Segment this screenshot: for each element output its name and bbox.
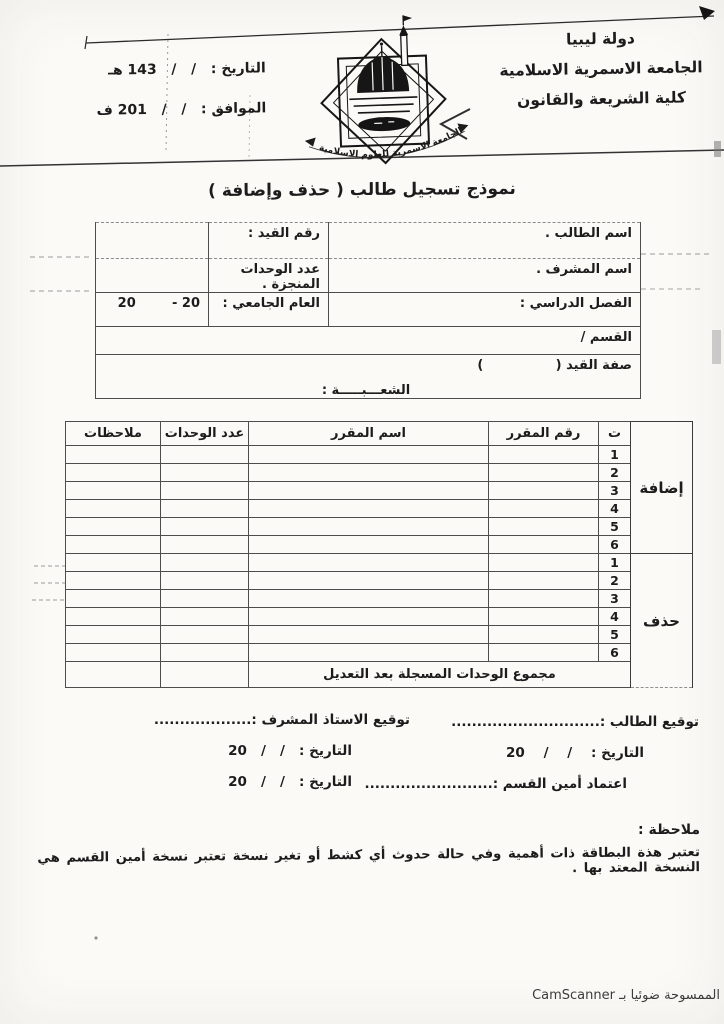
- drop-row-serial: 4: [599, 608, 631, 626]
- units-cell[interactable]: [161, 518, 249, 536]
- col-header-course-name: اسم المقرر: [249, 422, 489, 446]
- notes-cell[interactable]: [66, 446, 161, 464]
- course-number-cell[interactable]: [489, 446, 599, 464]
- camscanner-watermark: الممسوحة ضوئيا بـ CamScanner: [532, 988, 720, 1003]
- add-row-serial: 2: [599, 464, 631, 482]
- units-cell[interactable]: [161, 644, 249, 662]
- units-cell[interactable]: [161, 608, 249, 626]
- note-text: تعتبر هذة البطاقة ذات أهمية وفي حالة حدوث أي كشط أو تغير نسخة تعتبر نسخة أمين القسم هي النسخة المعتد بها .: [37, 845, 701, 877]
- course-number-cell[interactable]: [489, 626, 599, 644]
- completed-units-label: عدد الوحدات المنجزة .: [209, 259, 329, 293]
- course-number-cell[interactable]: [489, 500, 599, 518]
- course-name-cell[interactable]: [249, 608, 489, 626]
- notes-cell[interactable]: [66, 608, 161, 626]
- total-units-label: مجموع الوحدات المسجلة بعد التعديل: [249, 662, 631, 688]
- notes-cell[interactable]: [66, 572, 161, 590]
- registration-number-label: رقم القيد :: [209, 223, 329, 259]
- drop-row-serial: 3: [599, 590, 631, 608]
- total-notes-cell[interactable]: [66, 662, 161, 688]
- course-number-cell[interactable]: [489, 572, 599, 590]
- units-cell[interactable]: [161, 590, 249, 608]
- academic-year-label: العام الجامعي :: [209, 293, 329, 327]
- university-logo: [290, 3, 481, 171]
- course-number-cell[interactable]: [489, 554, 599, 572]
- supervisor-name-label: اسم المشرف .: [329, 259, 641, 293]
- notes-cell[interactable]: [66, 464, 161, 482]
- enrollment-type-label: صفة القيد ( ): [477, 358, 632, 373]
- student-signature-line[interactable]: توقيع الطالب :.............................: [451, 714, 699, 730]
- units-cell[interactable]: [161, 446, 249, 464]
- notes-cell[interactable]: [66, 590, 161, 608]
- header-dates: [29, 48, 266, 131]
- logo-caption: الجامعة الاسمرية للعلوم الاسلامية: [317, 126, 465, 161]
- supervisor-signature-block: [120, 712, 410, 805]
- supervisor-date-line[interactable]: التاريخ : / / 20: [228, 743, 352, 759]
- drop-row-serial: 5: [599, 626, 631, 644]
- notes-cell[interactable]: [66, 626, 161, 644]
- section-label: الشعـــبـــــة :: [321, 383, 411, 398]
- course-name-cell[interactable]: [249, 482, 489, 500]
- add-row-serial: 4: [599, 500, 631, 518]
- col-header-notes: ملاحظات: [66, 422, 161, 446]
- note-label: ملاحظة :: [638, 822, 700, 838]
- note-block: [24, 822, 700, 878]
- course-name-cell[interactable]: [249, 572, 489, 590]
- add-drop-course-table: [65, 421, 693, 688]
- add-row-serial: 1: [599, 446, 631, 464]
- col-header-serial: ت: [599, 422, 631, 446]
- course-number-cell[interactable]: [489, 464, 599, 482]
- drop-row-serial: 6: [599, 644, 631, 662]
- drop-section-label: حذف: [631, 554, 693, 688]
- letterhead-country: دولة ليبيا: [565, 29, 636, 49]
- notes-cell[interactable]: [66, 518, 161, 536]
- course-name-cell[interactable]: [249, 500, 489, 518]
- registration-number-field[interactable]: [96, 223, 209, 259]
- units-cell[interactable]: [161, 626, 249, 644]
- course-name-cell[interactable]: [249, 536, 489, 554]
- form-title: نموذج تسجيل طالب ( حذف وإضافة ): [208, 178, 516, 202]
- course-name-cell[interactable]: [249, 626, 489, 644]
- drop-row-serial: 1: [599, 554, 631, 572]
- units-cell[interactable]: [161, 500, 249, 518]
- course-name-cell[interactable]: [249, 518, 489, 536]
- course-name-cell[interactable]: [249, 464, 489, 482]
- supervisor-signature-line[interactable]: توقيع الاستاذ المشرف :...................: [153, 712, 410, 728]
- col-header-units: عدد الوحدات: [161, 422, 249, 446]
- units-cell[interactable]: [161, 482, 249, 500]
- drop-row-serial: 2: [599, 572, 631, 590]
- course-number-cell[interactable]: [489, 518, 599, 536]
- course-name-cell[interactable]: [249, 644, 489, 662]
- add-row-serial: 5: [599, 518, 631, 536]
- letterhead-faculty: كلية الشريعة والقانون: [516, 88, 687, 110]
- student-info-table: [95, 222, 641, 399]
- department-label: القسم /: [96, 327, 641, 355]
- student-name-label: اسم الطالب .: [329, 223, 641, 259]
- add-row-serial: 6: [599, 536, 631, 554]
- course-name-cell[interactable]: [249, 554, 489, 572]
- letterhead-university: الجامعة الاسمرية الاسلامية: [499, 58, 703, 80]
- student-date-line[interactable]: التاريخ : / / 20: [505, 745, 644, 761]
- semester-label: الفصل الدراسي :: [329, 293, 641, 327]
- enrollment-section-cell: [96, 355, 641, 399]
- extra-date-line[interactable]: التاريخ : / / 20: [228, 774, 352, 790]
- notes-cell[interactable]: [66, 482, 161, 500]
- units-cell[interactable]: [161, 536, 249, 554]
- academic-year-value: 20 - 20: [96, 293, 209, 327]
- notes-cell[interactable]: [66, 644, 161, 662]
- notes-cell[interactable]: [66, 500, 161, 518]
- course-name-cell[interactable]: [249, 446, 489, 464]
- units-cell[interactable]: [161, 554, 249, 572]
- student-signature-block: [359, 714, 699, 807]
- course-number-cell[interactable]: [489, 608, 599, 626]
- completed-units-field[interactable]: [96, 259, 209, 293]
- units-cell[interactable]: [161, 572, 249, 590]
- total-units-cell[interactable]: [161, 662, 249, 688]
- hijri-date-field: التاريخ : / / 143 هـ: [108, 60, 266, 79]
- notes-cell[interactable]: [66, 554, 161, 572]
- dept-secretary-approval-line[interactable]: اعتماد أمين القسم :.........................: [364, 776, 627, 792]
- col-header-course-number: رقم المقرر: [489, 422, 599, 446]
- course-name-cell[interactable]: [249, 590, 489, 608]
- course-number-cell[interactable]: [489, 482, 599, 500]
- gregorian-date-field: الموافق : / / 201 ف: [96, 100, 267, 119]
- units-cell[interactable]: [161, 464, 249, 482]
- add-row-serial: 3: [599, 482, 631, 500]
- course-number-cell[interactable]: [489, 536, 599, 554]
- add-section-label: إضافة: [631, 422, 693, 554]
- course-number-cell[interactable]: [489, 590, 599, 608]
- notes-cell[interactable]: [66, 536, 161, 554]
- course-number-cell[interactable]: [489, 644, 599, 662]
- letterhead: [489, 22, 713, 116]
